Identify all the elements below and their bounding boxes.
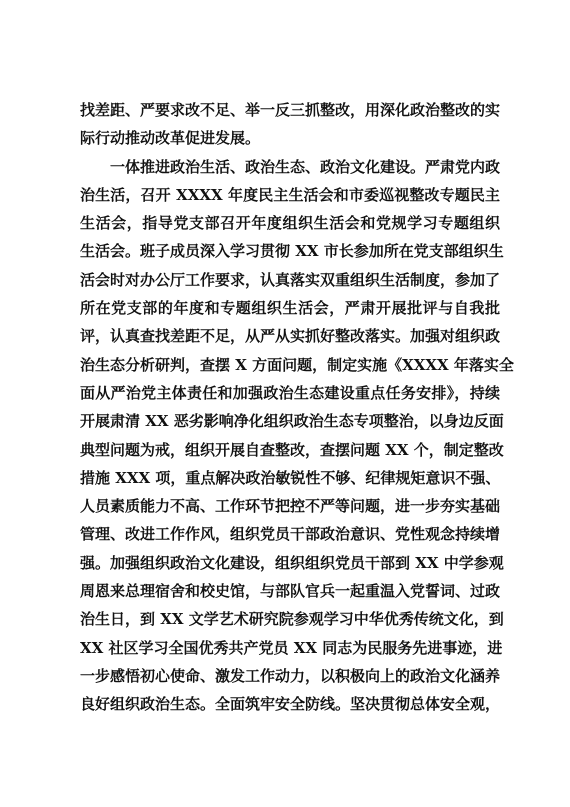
text-line: 一步感悟初心使命、激发工作动力，以积极向上的政治文化涵养 xyxy=(80,666,501,685)
text-line: 开展肃清 XX 恶劣影响净化组织政治生态专项整治，以身边反面 xyxy=(80,412,504,431)
paragraph-first-line: 一体推进政治生活、政治生态、政治文化建设。严肃党内政 xyxy=(110,157,501,176)
text-line: 评，认真查找差距不足，从严从实抓好整改落实。加强对组织政 xyxy=(80,327,501,346)
text-line: 际行动推动改革促进发展。 xyxy=(80,129,261,148)
text-line: XX 社区学习全国优秀共产党员 XX 同志为民服务先进事迹，进 xyxy=(80,638,503,657)
text-line: 生活会，指导党支部召开年度组织生活会和党规学习专题组织 xyxy=(80,214,500,233)
text-line: 治生态分析研判，查摆 X 方面问题，制定实施《XXXX 年落实全 xyxy=(80,355,514,374)
text-line: 活会时对办公厅工作要求，认真落实双重组织生活制度，参加了 xyxy=(80,270,501,289)
text-line: 典型问题为戒，组织开展自查整改，查摆问题 XX 个，制定整改 xyxy=(80,440,504,459)
text-line: 人员素质能力不高、工作环节把控不严等问题，进一步夯实基础 xyxy=(80,497,501,516)
text-line: 生活会。班子成员深入学习贯彻 XX 市长参加所在党支部组织生 xyxy=(80,242,504,261)
text-line: 良好组织政治生态。全面筑牢安全防线。坚决贯彻总体安全观， xyxy=(80,695,501,714)
text-line: 治生日，到 XX 文学艺术研究院参观学习中华优秀传统文化，到 xyxy=(80,610,504,629)
text-line: 面从严治党主体责任和加强政治生态建设重点任务安排》，持续 xyxy=(80,383,500,402)
text-line: 强。加强组织政治文化建设，组织组织党员干部到 XX 中学参观 xyxy=(80,553,504,572)
text-line: 找差距、严要求改不足、举一反三抓整改，用深化政治整改的实 xyxy=(80,101,501,119)
text-line: 所在党支部的年度和专题组织生活会，严肃开展批评与自我批 xyxy=(80,299,500,318)
text-line: 周恩来总理宿舍和校史馆，与部队官兵一起重温入党誓词、过政 xyxy=(80,582,501,601)
document-body-text xyxy=(80,96,514,719)
text-line: 管理、改进工作作风，组织党员干部政治意识、党性观念持续增 xyxy=(80,525,501,544)
text-line: 治生活，召开 XXXX 年度民主生活会和市委巡视整改专题民主 xyxy=(80,185,500,204)
text-line: 措施 XXX 项，重点解决政治敏锐性不够、纪律规矩意识不强、 xyxy=(80,468,501,487)
